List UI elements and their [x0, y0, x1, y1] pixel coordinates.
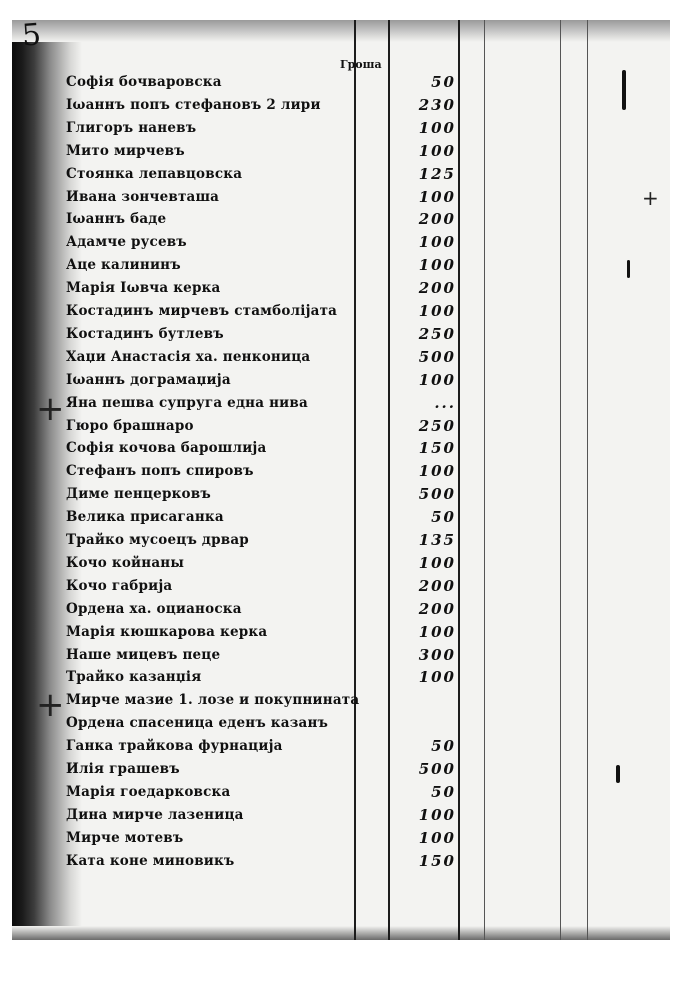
scan-shadow-top	[12, 20, 670, 42]
ledger-row	[66, 624, 456, 646]
ledger-row	[66, 303, 456, 325]
entry-name: Костадинъ мирчевъ стамболіјата	[66, 303, 338, 319]
entry-amount: 100	[418, 233, 456, 252]
ledger-row	[66, 669, 456, 691]
entry-amount: 50	[431, 508, 456, 527]
ledger-column-rule	[560, 20, 561, 940]
entry-amount: 100	[418, 462, 456, 481]
ledger-row	[66, 463, 456, 485]
margin-cross-mark: +	[36, 389, 65, 429]
ledger-row	[66, 807, 456, 829]
entry-name: Софія бочваровска	[66, 74, 222, 90]
entry-name: Іωаннъ попъ стефановъ 2 лири	[66, 96, 321, 113]
entry-name: Диме пенцерковъ	[66, 486, 211, 503]
entry-amount: ...	[434, 393, 456, 412]
ledger-row	[66, 211, 456, 233]
ledger-row	[66, 692, 456, 714]
entry-name: Дина мирче лазеница	[66, 806, 244, 823]
margin-cross-mark: +	[642, 186, 659, 210]
entry-amount: 100	[418, 302, 456, 320]
entry-name: Кочо габрија	[66, 577, 173, 594]
ledger-row	[66, 509, 456, 531]
ledger-row	[66, 257, 456, 279]
entry-amount: 50	[431, 737, 456, 756]
entry-name: Аце калининъ	[66, 257, 181, 274]
ledger-row	[66, 440, 456, 462]
ledger-column-rule	[587, 20, 588, 940]
entry-name: Илія грашевъ	[66, 761, 180, 777]
entry-name: Стефанъ попъ спировъ	[66, 463, 254, 480]
entry-amount: 100	[418, 370, 456, 389]
ledger-row	[66, 349, 456, 371]
ledger-column-rule	[458, 20, 460, 940]
entry-name: Адамче русевъ	[66, 234, 187, 251]
entry-name: Наше мицевъ пеце	[66, 646, 221, 663]
entry-name: Велика присаганка	[66, 509, 224, 526]
ledger-row	[66, 853, 456, 875]
entry-name: Марія гоедарковска	[66, 783, 231, 800]
entry-amount: 100	[418, 118, 456, 137]
entry-name: Ордена ха. оцианоска	[66, 600, 242, 617]
entry-name: Гюро брашнаро	[66, 417, 194, 434]
ledger-row	[66, 234, 456, 256]
ledger-row	[66, 532, 456, 554]
entry-amount: 100	[418, 187, 456, 206]
entry-name: Іωаннъ баде	[66, 211, 167, 228]
entry-amount: 150	[418, 851, 456, 870]
entry-amount: 500	[418, 347, 456, 366]
entry-name: Ивана зончевташа	[66, 188, 220, 205]
entry-amount: 100	[418, 553, 456, 572]
entry-name: Ордена спасеница еденъ казанъ	[66, 715, 329, 732]
ledger-row	[66, 738, 456, 760]
entry-name: Стоянка лепавцовска	[66, 165, 243, 182]
entry-name: Мирче мотевъ	[66, 829, 184, 846]
entry-name: Яна пешва супруга една нива	[66, 394, 308, 411]
page-number: 5	[20, 17, 43, 54]
ledger-row	[66, 784, 456, 806]
entry-amount: 200	[418, 599, 456, 618]
ledger-row	[66, 647, 456, 669]
entry-amount: 200	[418, 576, 456, 595]
ledger-row	[66, 395, 456, 417]
margin-cross-mark: +	[36, 685, 65, 725]
ledger-row	[66, 761, 456, 783]
ledger-row	[66, 578, 456, 600]
entry-amount: 100	[418, 668, 456, 687]
entry-amount: 50	[431, 73, 456, 91]
entry-name: Хаџи Анастасія ха. пенконица	[66, 348, 311, 365]
entry-name: Трайко казанџія	[66, 669, 202, 686]
scan-shadow-bottom	[12, 926, 670, 940]
ledger-row	[66, 555, 456, 577]
entry-amount: 100	[418, 141, 456, 160]
ledger-row	[66, 97, 456, 119]
entry-amount: 250	[418, 324, 456, 343]
ledger-row	[66, 166, 456, 188]
entry-amount: 100	[418, 622, 456, 641]
entry-name: Мито мирчевъ	[66, 142, 185, 159]
ledger-row	[66, 189, 456, 211]
entry-name: Трайко мусоецъ дрвар	[66, 532, 249, 548]
entry-amount: 100	[418, 805, 456, 824]
entry-amount: 500	[418, 760, 456, 778]
ledger-row	[66, 715, 456, 737]
ledger-row	[66, 830, 456, 852]
ledger-row	[66, 143, 456, 165]
ledger-row	[66, 486, 456, 508]
entry-name: Ганка трайкова фурнација	[66, 738, 283, 755]
ink-mark	[616, 765, 620, 783]
entry-name: Костадинъ бутлевъ	[66, 325, 224, 342]
ink-mark	[622, 70, 626, 110]
ledger-row	[66, 74, 456, 96]
ledger-row	[66, 280, 456, 302]
entry-amount: 100	[418, 828, 456, 847]
entry-name: Кочо койнаны	[66, 554, 185, 571]
entry-amount: 135	[418, 531, 456, 549]
entry-amount: 300	[418, 645, 456, 664]
entry-amount: 150	[418, 439, 456, 458]
ledger-column-rule	[484, 20, 485, 940]
entry-name: Ката коне миновикъ	[66, 852, 235, 869]
entry-amount: 500	[418, 485, 456, 504]
currency-header: Гроша	[340, 58, 382, 71]
entry-amount: 125	[418, 164, 456, 183]
entry-name: Іωаннъ дограмаџија	[66, 371, 231, 388]
entry-amount: 100	[418, 256, 456, 275]
entry-amount: 50	[431, 782, 456, 801]
ledger-row	[66, 418, 456, 440]
entry-amount: 200	[418, 279, 456, 298]
entry-name: Мирче мазие 1. лозе и покупнината	[66, 692, 360, 709]
entry-name: Марія кюшкарова керка	[66, 623, 268, 640]
entry-name: Марія Іωвча керка	[66, 280, 221, 297]
ledger-row	[66, 601, 456, 623]
ink-mark	[627, 260, 630, 278]
ledger-row	[66, 372, 456, 394]
entry-amount: 230	[418, 95, 456, 114]
ledger-row	[66, 326, 456, 348]
entry-amount: 250	[418, 416, 456, 435]
entry-name: Софія кочова барошлија	[66, 440, 267, 457]
entry-name: Глигоръ наневъ	[66, 119, 197, 136]
entry-amount: 200	[418, 210, 456, 229]
ledger-row	[66, 120, 456, 142]
